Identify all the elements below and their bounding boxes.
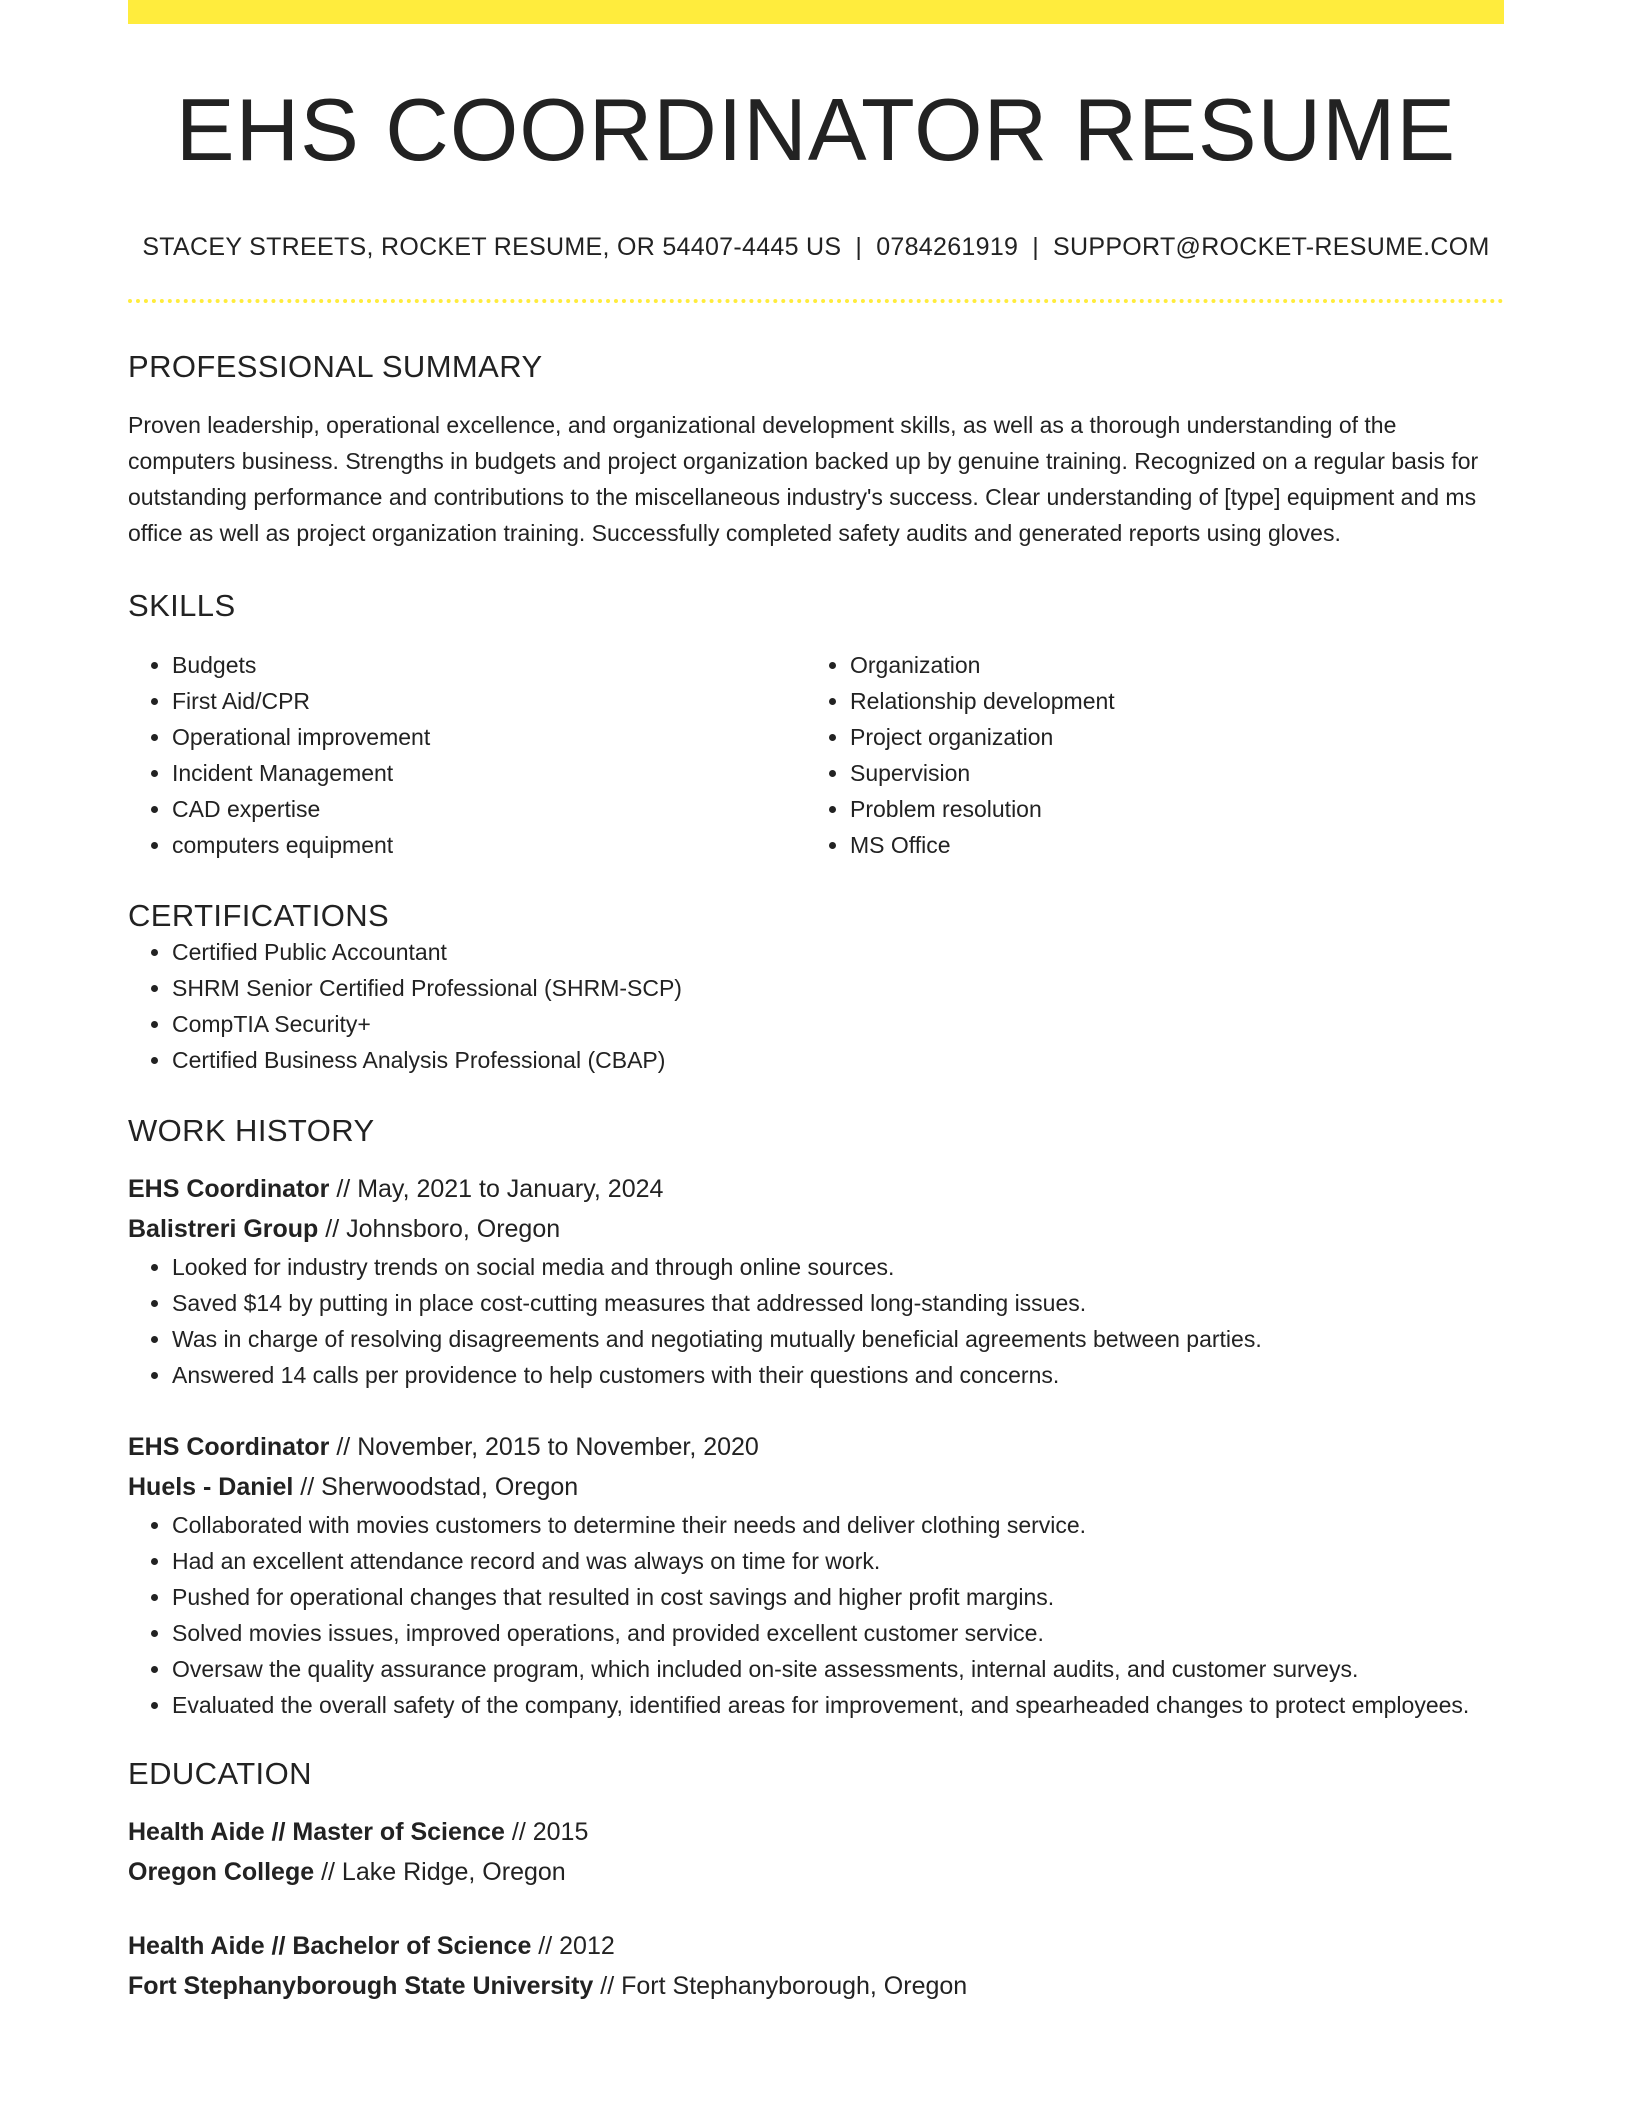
job-entry: [128, 1169, 1504, 1393]
education-degree: Health Aide // Master of Science: [128, 1818, 505, 1847]
education-entry: [128, 1812, 1504, 1892]
job-bullet: • Saved $14 by putting in place cost-cutting measures that addressed long-standing issues.: [172, 1285, 1504, 1321]
skill-item: • First Aid/CPR: [172, 683, 806, 719]
job-bullet: • Solved movies issues, improved operations, and provided excellent customer service.: [172, 1615, 1504, 1651]
education-degree-line: [128, 1926, 1504, 1966]
education-degree-line: [128, 1812, 1504, 1852]
skill-item: • Supervision: [850, 755, 1504, 791]
education-entry: [128, 1926, 1504, 2006]
work-history-heading: WORK HISTORY: [128, 1112, 375, 1148]
education-school: Fort Stephanyborough State University: [128, 1972, 594, 2001]
education-location: // Fort Stephanyborough, Oregon: [593, 1972, 968, 2001]
job-bullets: [128, 1507, 1504, 1723]
job-company: Balistreri Group: [128, 1215, 319, 1244]
contact-line: [128, 231, 1504, 264]
skill-item: • CAD expertise: [172, 791, 806, 827]
job-title-line: [128, 1169, 1504, 1209]
job-company: Huels - Daniel: [128, 1473, 294, 1502]
education-location: // Lake Ridge, Oregon: [314, 1858, 566, 1887]
contact-address: STACEY STREETS, ROCKET RESUME, OR 54407-4445 US: [142, 232, 842, 261]
resume-page: [128, 0, 1504, 2006]
resume-title: EHS COORDINATOR RESUME: [175, 80, 1457, 179]
job-bullet: • Was in charge of resolving disagreements and negotiating mutually beneficial agreements between parties.: [172, 1321, 1504, 1357]
certification-item: • Certified Business Analysis Professional (CBAP): [172, 1042, 1504, 1078]
education-school-line: [128, 1852, 1504, 1892]
job-company-line: [128, 1467, 1504, 1507]
contact-separator: |: [855, 232, 863, 261]
summary-heading: PROFESSIONAL SUMMARY: [128, 349, 543, 385]
skills-list-right: [806, 647, 1504, 863]
skill-item: • Budgets: [172, 647, 806, 683]
job-location: // Johnsboro, Oregon: [318, 1215, 561, 1244]
skill-item: • Problem resolution: [850, 791, 1504, 827]
job-bullet: • Oversaw the quality assurance program, which included on-site assessments, internal audits, and customer surveys.: [172, 1651, 1504, 1687]
job-title: EHS Coordinator: [128, 1433, 330, 1462]
skill-item: • Relationship development: [850, 683, 1504, 719]
education-heading: EDUCATION: [128, 1756, 312, 1792]
job-bullet: • Collaborated with movies customers to determine their needs and deliver clothing service.: [172, 1507, 1504, 1543]
contact-email: SUPPORT@ROCKET-RESUME.COM: [1053, 232, 1490, 261]
skill-item: • Operational improvement: [172, 719, 806, 755]
education-school-line: [128, 1966, 1504, 2006]
job-title: EHS Coordinator: [128, 1175, 330, 1204]
skills-list-left: [128, 647, 806, 863]
job-title-line: [128, 1427, 1504, 1467]
skill-item: • Organization: [850, 647, 1504, 683]
contact-separator: |: [1032, 232, 1040, 261]
job-bullet: • Had an excellent attendance record and was always on time for work.: [172, 1543, 1504, 1579]
education-year: // 2015: [504, 1818, 589, 1847]
job-dates: // May, 2021 to January, 2024: [329, 1175, 664, 1204]
skills-heading: SKILLS: [128, 588, 236, 624]
job-dates: // November, 2015 to November, 2020: [329, 1433, 759, 1462]
education-school: Oregon College: [128, 1858, 315, 1887]
job-company-line: [128, 1209, 1504, 1249]
job-bullet: • Looked for industry trends on social media and through online sources.: [172, 1249, 1504, 1285]
summary-text: Proven leadership, operational excellence, and organizational development skills, as well as a thorough understanding of the computers business. Strengths in budgets and project organization backed up by genuine training. Recognized on a regular basis for outstanding performance and contributions to the miscellaneous industry's success. Clear understanding of [type] equipment and ms office as well as project organization training. Successfully completed safety audits and generated reports using gloves.: [128, 412, 1479, 547]
certifications-list: [128, 934, 1504, 1078]
job-bullet: • Pushed for operational changes that resulted in cost savings and higher profit margins.: [172, 1579, 1504, 1615]
skill-item: • Incident Management: [172, 755, 806, 791]
certification-item: • CompTIA Security+: [172, 1006, 1504, 1042]
education-year: // 2012: [531, 1932, 615, 1961]
job-bullet: • Answered 14 calls per providence to help customers with their questions and concerns.: [172, 1357, 1504, 1393]
education-degree: Health Aide // Bachelor of Science: [128, 1932, 532, 1961]
job-bullets: [128, 1249, 1504, 1393]
skills-grid: [128, 647, 1504, 863]
certifications-heading: CERTIFICATIONS: [128, 897, 390, 933]
skill-item: • Project organization: [850, 719, 1504, 755]
certification-item: • Certified Public Accountant: [172, 934, 1504, 970]
job-entry: [128, 1427, 1504, 1723]
contact-phone: 0784261919: [876, 232, 1019, 261]
top-accent-bar: [128, 0, 1504, 24]
job-bullet: • Evaluated the overall safety of the company, identified areas for improvement, and spearheaded changes to protect employees.: [172, 1687, 1504, 1723]
dotted-divider: [128, 299, 1504, 303]
skill-item: • MS Office: [850, 827, 1504, 863]
certification-item: • SHRM Senior Certified Professional (SHRM-SCP): [172, 970, 1504, 1006]
skill-item: • computers equipment: [172, 827, 806, 863]
job-location: // Sherwoodstad, Oregon: [293, 1473, 579, 1502]
